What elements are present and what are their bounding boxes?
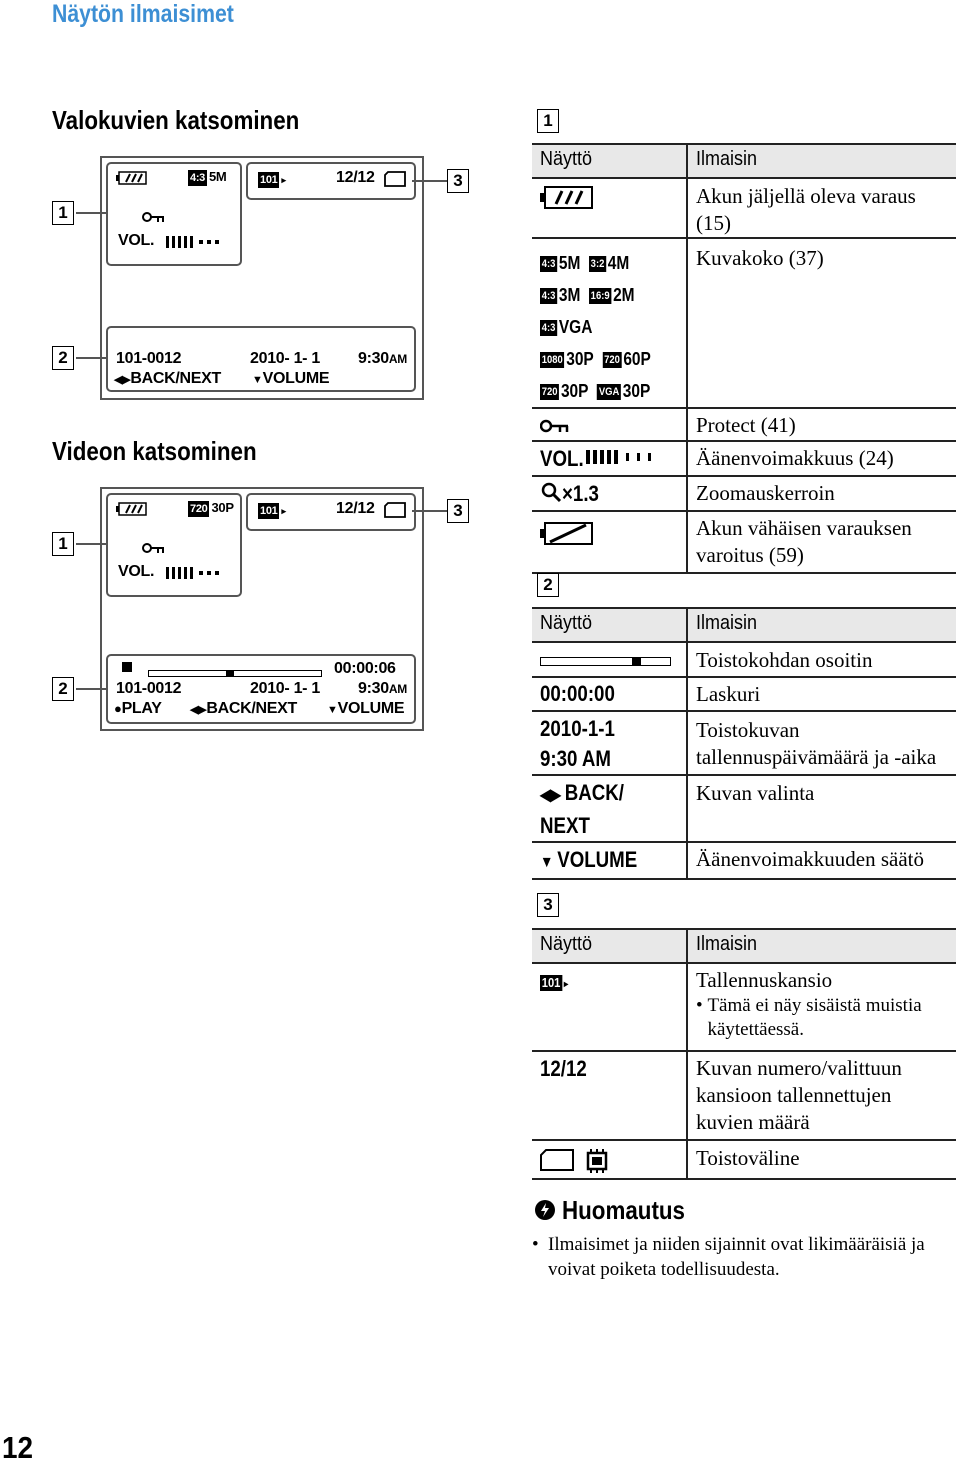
- video-section-title: Videon katsominen: [52, 436, 257, 466]
- file-number: 101-0012: [116, 350, 182, 367]
- volume-label: VOL.: [118, 563, 155, 580]
- volume-down-arrow-icon: ▼: [252, 374, 263, 386]
- file-number: 101-0012: [116, 680, 182, 697]
- page-header-title: Näytön ilmaisimet: [52, 0, 234, 28]
- volume-display: VOLUME: [557, 847, 638, 872]
- page-number: 12: [2, 1430, 34, 1465]
- size-aspect-badge: 720: [541, 386, 558, 399]
- table-row: [532, 963, 956, 1051]
- memory-card-icon: [540, 1149, 574, 1178]
- folder-icon: 101: [541, 974, 561, 990]
- photo-section-title: Valokuvien katsominen: [52, 105, 300, 135]
- play-label: PLAY: [121, 700, 162, 717]
- folder-icon: 101: [260, 173, 278, 186]
- col-indicator-header: Ilmaisin: [696, 933, 758, 955]
- size-label: 2M: [613, 285, 635, 305]
- size-label: 4M: [607, 253, 630, 273]
- callout-1: 1: [52, 201, 74, 225]
- bullet-icon: •: [696, 995, 703, 1016]
- indicator-desc: Zoomauskerroin: [696, 481, 835, 505]
- protect-key-icon: [142, 210, 166, 229]
- counter-display: 00:00:00: [540, 681, 615, 706]
- indicator-desc: Äänenvoimakkuus (24): [696, 446, 894, 470]
- size-label: 60P: [623, 349, 651, 369]
- indicator-desc: Kuvan numero/valittuun kansioon tallennettujen kuvien määrä: [696, 1056, 902, 1134]
- volume-bars-icon: [586, 449, 658, 470]
- folder-arrow-icon: ▸: [281, 506, 286, 516]
- note-text: Ilmaisimet ja niiden sijainnit ovat likimääräisiä ja voivat poiketa todellisuudesta.: [548, 1234, 925, 1280]
- play-dot-icon: ●: [114, 701, 122, 716]
- table-row: [532, 1051, 956, 1140]
- size-aspect-badge: 4:3: [541, 322, 556, 335]
- size-aspect-badge: VGA: [598, 386, 620, 399]
- zoom-factor: ×1.3: [562, 481, 599, 506]
- size-label: 30P: [560, 381, 589, 401]
- zoom-magnifier-icon: [540, 481, 562, 508]
- callout-1-line: [76, 543, 106, 545]
- table-row: [532, 476, 956, 511]
- image-count-display: 12/12: [540, 1056, 587, 1081]
- table1: [532, 145, 956, 574]
- size-aspect-badge: 1080: [541, 354, 563, 367]
- table-row: [532, 238, 956, 408]
- col-display-header: Näyttö: [540, 933, 593, 955]
- playback-time: 9:30: [358, 350, 389, 367]
- size-label: VGA: [558, 317, 593, 337]
- battery-icon: [116, 171, 148, 190]
- folder-icon: 101: [260, 504, 278, 517]
- volume-down-arrow-icon: ▼: [327, 704, 338, 716]
- folder-arrow-icon: ▸: [281, 175, 286, 185]
- col-display-header: Näyttö: [540, 612, 593, 634]
- callout-1: 1: [52, 532, 74, 556]
- callout-2: 2: [52, 677, 74, 701]
- size-label: 30P: [566, 349, 594, 369]
- table-row: [532, 842, 956, 879]
- table-header-row: [532, 930, 956, 963]
- indicator-bullet: Tämä ei näy sisäistä muistia käytettäessä.: [707, 995, 922, 1040]
- table2-number: 2: [537, 573, 559, 597]
- table-row: [532, 642, 956, 677]
- playback-ampm: AM: [388, 682, 407, 696]
- image-count: 12/12: [336, 169, 375, 186]
- callout-3: 3: [447, 499, 469, 523]
- col-indicator-header: Ilmaisin: [696, 148, 758, 170]
- callout-3-line: [412, 510, 447, 512]
- indicator-desc: Äänenvoimakkuuden säätö: [696, 847, 925, 871]
- table-row: [532, 178, 956, 238]
- indicator-desc: Tallennuskansio: [696, 968, 833, 992]
- indicator-desc: Toistokohdan osoitin: [696, 648, 873, 672]
- indicator-desc: Protect (41): [696, 413, 796, 437]
- size-label: 30P: [622, 381, 651, 401]
- protect-key-icon: [142, 541, 166, 560]
- note-icon: [535, 1200, 555, 1225]
- image-size-label: 5M: [209, 169, 227, 184]
- back-next-arrows-icon: ◀▶: [114, 374, 131, 386]
- size-aspect-badge: 16:9: [590, 290, 610, 303]
- indicator-desc: Akun vähäisen varauksen varoitus (59): [696, 516, 912, 567]
- indicator-desc: Kuvakoko (37): [696, 246, 824, 270]
- playback-position-bar: [540, 643, 686, 672]
- callout-3: 3: [447, 169, 469, 193]
- volume-button-label: VOLUME: [262, 370, 330, 387]
- back-next-arrows-icon: ◀▶: [190, 704, 207, 716]
- memory-card-icon: [384, 171, 406, 192]
- volume-bars-icon: [166, 235, 222, 253]
- callout-2-line: [76, 357, 106, 359]
- volume-button-label: VOLUME: [337, 700, 405, 717]
- col-indicator-header: Ilmaisin: [696, 612, 758, 634]
- internal-memory-icon: [584, 1149, 610, 1178]
- playback-time: 9:30: [358, 680, 389, 697]
- table-row: [532, 408, 956, 441]
- image-size-list: [540, 239, 686, 407]
- back-next-label: BACK/NEXT: [206, 700, 297, 717]
- table-row: [532, 1140, 956, 1179]
- next-display: NEXT: [540, 813, 590, 838]
- back-next-label: BACK/NEXT: [130, 370, 221, 387]
- indicator-desc: Toistoväline: [696, 1146, 800, 1170]
- table-row: [532, 775, 956, 842]
- back-display: BACK/: [564, 780, 624, 805]
- battery-icon: [540, 179, 686, 216]
- volume-bars-icon: [166, 566, 222, 584]
- bullet-icon: •: [532, 1234, 539, 1255]
- table-row: [532, 441, 956, 476]
- table1-number: 1: [537, 109, 559, 133]
- indicator-desc: Kuvan valinta: [696, 781, 815, 805]
- volume-label: VOL.: [118, 232, 155, 249]
- table2: [532, 609, 956, 880]
- movie-fps-label: 30P: [211, 500, 234, 515]
- table-header-row: [532, 145, 956, 178]
- table-row: [532, 677, 956, 711]
- callout-3-line: [412, 180, 447, 182]
- volume-down-arrow-icon: ▼: [540, 854, 558, 871]
- back-next-arrows-icon: ◀▶: [540, 787, 565, 804]
- folder-arrow-icon: ▸: [563, 979, 569, 990]
- size-aspect-badge: 4:3: [541, 258, 556, 271]
- table3: [532, 930, 956, 1180]
- aspect-badge: 4:3: [190, 171, 205, 184]
- playback-date: 2010- 1- 1: [250, 680, 320, 697]
- table-header-row: [532, 609, 956, 642]
- callout-2-line: [76, 688, 106, 690]
- size-label: 5M: [558, 253, 581, 273]
- size-aspect-badge: 720: [604, 354, 620, 367]
- playback-ampm: AM: [388, 352, 407, 366]
- size-label: 3M: [558, 285, 581, 305]
- memory-card-icon: [384, 502, 406, 523]
- callout-1-line: [76, 212, 106, 214]
- size-aspect-badge: 3:2: [590, 258, 605, 271]
- indicator-desc: Akun jäljellä oleva varaus (15): [696, 184, 916, 235]
- indicator-desc: Toistokuvan tallennuspäivämäärä ja -aika: [696, 718, 937, 769]
- size-aspect-badge: 4:3: [541, 290, 556, 303]
- time-display: 9:30 AM: [540, 746, 612, 771]
- movie-counter: 00:00:06: [334, 660, 396, 677]
- battery-icon: [116, 502, 148, 521]
- low-battery-warning-icon: [540, 512, 686, 553]
- movie-quality-badge: 720: [190, 502, 208, 515]
- note-title: Huomautus: [562, 1195, 685, 1225]
- protect-key-icon: [540, 409, 686, 440]
- stop-icon: [122, 662, 132, 672]
- image-count: 12/12: [336, 500, 375, 517]
- table-row: [532, 711, 956, 775]
- table3-number: 3: [537, 893, 559, 917]
- playback-date: 2010- 1- 1: [250, 350, 320, 367]
- date-display: 2010-1-1: [540, 716, 615, 741]
- indicator-desc: Laskuri: [696, 682, 761, 706]
- callout-2: 2: [52, 346, 74, 370]
- volume-label: VOL.: [540, 446, 584, 471]
- table-row: [532, 511, 956, 573]
- col-display-header: Näyttö: [540, 148, 593, 170]
